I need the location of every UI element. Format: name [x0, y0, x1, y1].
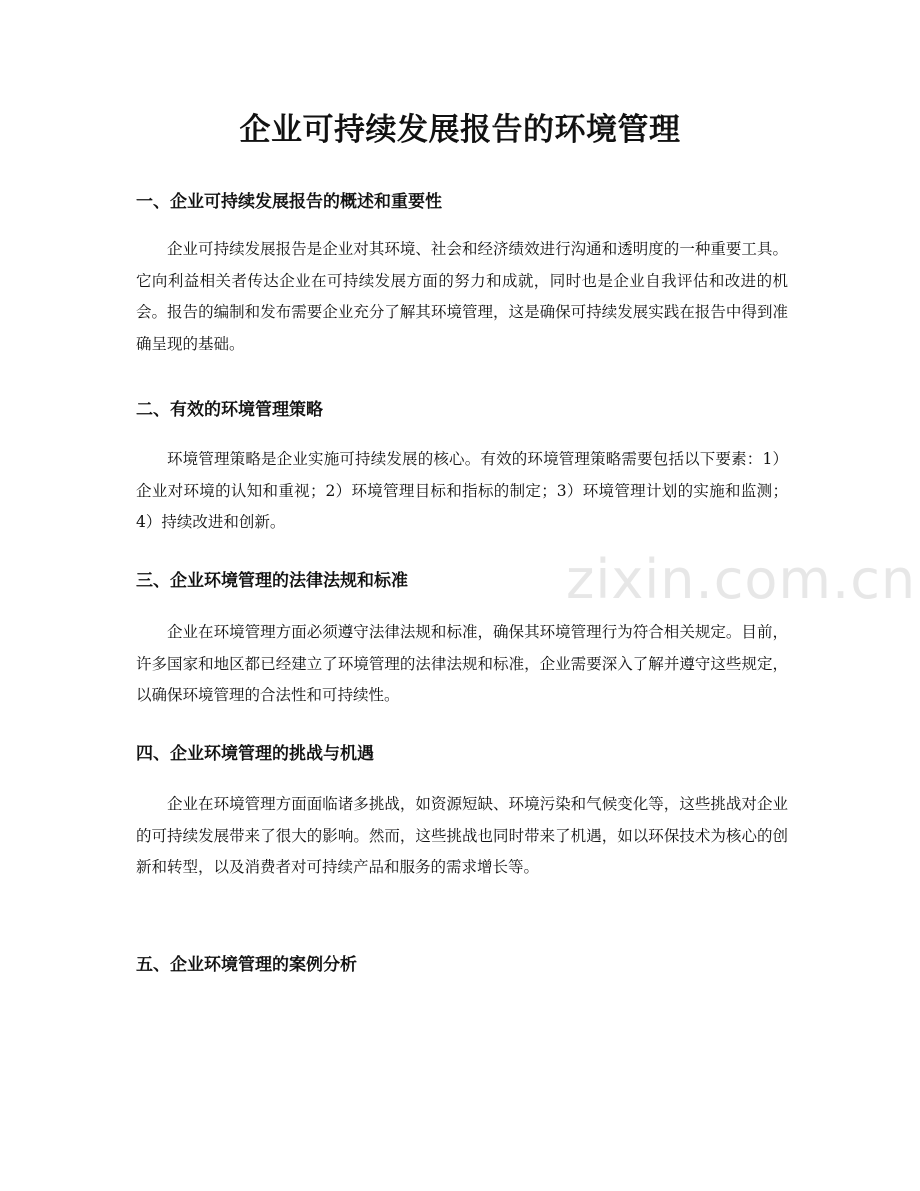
- watermark: zixin.com.cn: [566, 548, 917, 611]
- document-title: 企业可持续发展报告的环境管理: [239, 112, 681, 148]
- section-body-1: 企业可持续发展报告是企业对其环境、社会和经济绩效进行沟通和透明度的一种重要工具。它向利益相关者传达企业在可持续发展方面的努力和成就，同时也是企业自我评估和改进的机会。报告的编制和发布需要企业充分了解其环境管理，这是确保可持续发展实践在报告中得到准确呈现的基础。: [136, 240, 788, 353]
- section-heading-3: 三、企业环境管理的法律法规和标准: [136, 571, 408, 591]
- section-body-3: 企业在环境管理方面必须遵守法律法规和标准，确保其环境管理行为符合相关规定。目前，许多国家和地区都已经建立了环境管理的法律法规和标准，企业需要深入了解并遵守这些规定，以确保环境管理的合法性和可持续性。: [136, 623, 788, 704]
- section-heading-2: 二、有效的环境管理策略: [136, 400, 323, 420]
- section-body-2: 环境管理策略是企业实施可持续发展的核心。有效的环境管理策略需要包括以下要素：1）企业对环境的认知和重视；2）环境管理目标和指标的制定；3）环境管理计划的实施和监测；4）持续改进和创新。: [136, 450, 788, 531]
- section-heading-1: 一、企业可持续发展报告的概述和重要性: [136, 192, 442, 212]
- section-heading-4: 四、企业环境管理的挑战与机遇: [136, 744, 374, 764]
- section-heading-5: 五、企业环境管理的案例分析: [136, 955, 357, 975]
- section-body-4: 企业在环境管理方面面临诸多挑战，如资源短缺、环境污染和气候变化等，这些挑战对企业的可持续发展带来了很大的影响。然而，这些挑战也同时带来了机遇，如以环保技术为核心的创新和转型，以及消费者对可持续产品和服务的需求增长等。: [136, 795, 788, 876]
